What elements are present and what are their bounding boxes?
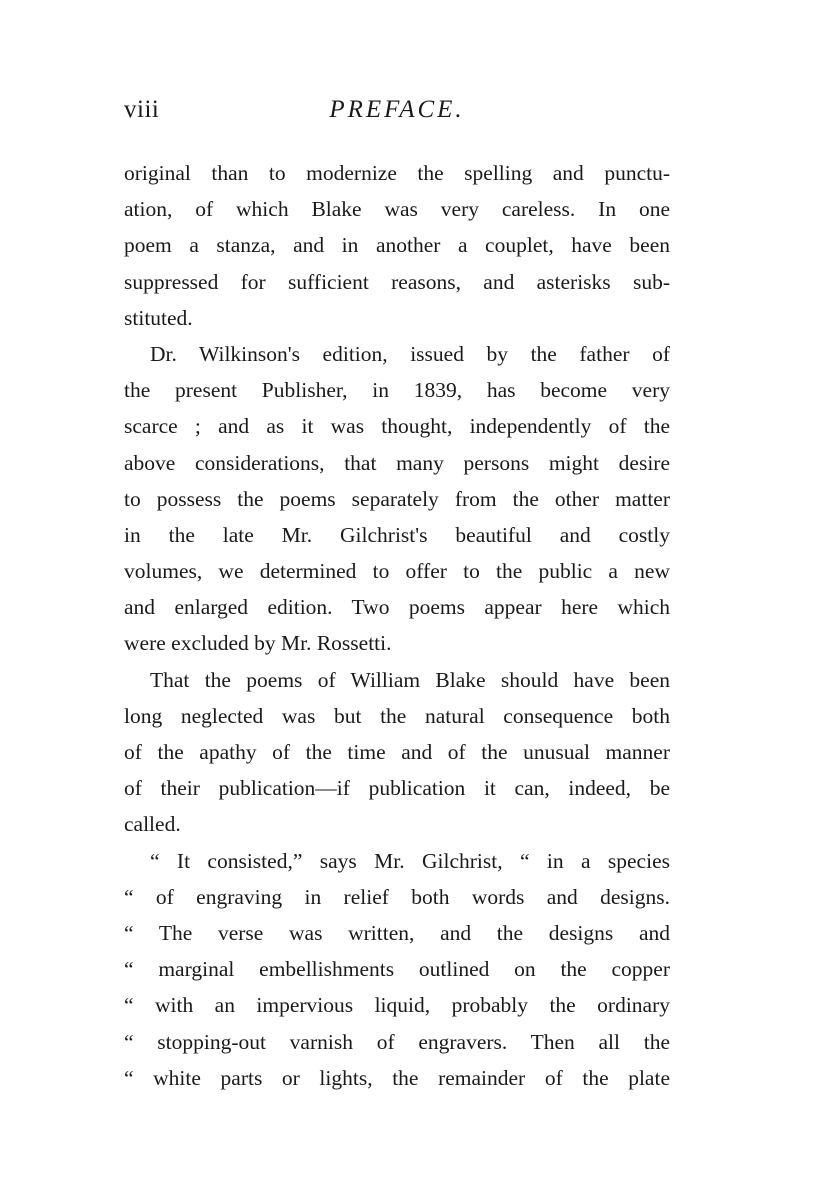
text-line: ation, of which Blake was very careless. In one [124, 197, 670, 222]
text-line: “ stopping-out varnish of engravers. Then all the [124, 1029, 670, 1054]
text-line: were excluded by Mr. Rossetti. [124, 631, 392, 656]
text-line: “ The verse was written, and the designs and [124, 920, 670, 945]
text-line: Dr. Wilkinson's edition, issued by the father of [150, 341, 670, 366]
text-line: to possess the poems separately from the other matter [124, 486, 670, 511]
text-line: the present Publisher, in 1839, has become very [124, 378, 670, 403]
text-line: of the apathy of the time and of the unusual manner [124, 740, 670, 764]
text-line: “ marginal embellishments outlined on the copper [124, 957, 670, 982]
body-text [124, 155, 670, 1096]
text-line: of their publication—if publication it can, indeed, be [124, 776, 670, 801]
text-line: and enlarged edition. Two poems appear here which [124, 595, 670, 620]
page-number: viii [124, 96, 160, 123]
text-line: “ It consisted,” says Mr. Gilchrist, “ in a species [150, 848, 670, 873]
text-line: That the poems of William Blake should have been [150, 667, 670, 692]
page-header-title: PREFACE. [329, 96, 465, 123]
text-line: suppressed for sufficient reasons, and asterisks sub- [124, 269, 670, 294]
text-line: original than to modernize the spelling and punctu- [124, 161, 670, 185]
text-line: “ of engraving in relief both words and designs. [124, 884, 670, 909]
text-line: “ with an impervious liquid, probably the ordinary [124, 993, 670, 1018]
text-line: in the late Mr. Gilchrist's beautiful and costly [124, 522, 670, 547]
text-line: long neglected was but the natural consequence both [124, 703, 670, 728]
text-line: “ white parts or lights, the remainder of the plate [124, 1065, 670, 1090]
text-line: above considerations, that many persons might desire [124, 450, 670, 475]
text-line: volumes, we determined to offer to the public a new [124, 559, 670, 584]
running-head [124, 96, 670, 136]
text-line: called. [124, 812, 181, 837]
text-line: stituted. [124, 305, 193, 330]
text-line: poem a stanza, and in another a couplet, have been [124, 233, 670, 258]
text-line: scarce ; and as it was thought, independently of the [124, 414, 670, 439]
